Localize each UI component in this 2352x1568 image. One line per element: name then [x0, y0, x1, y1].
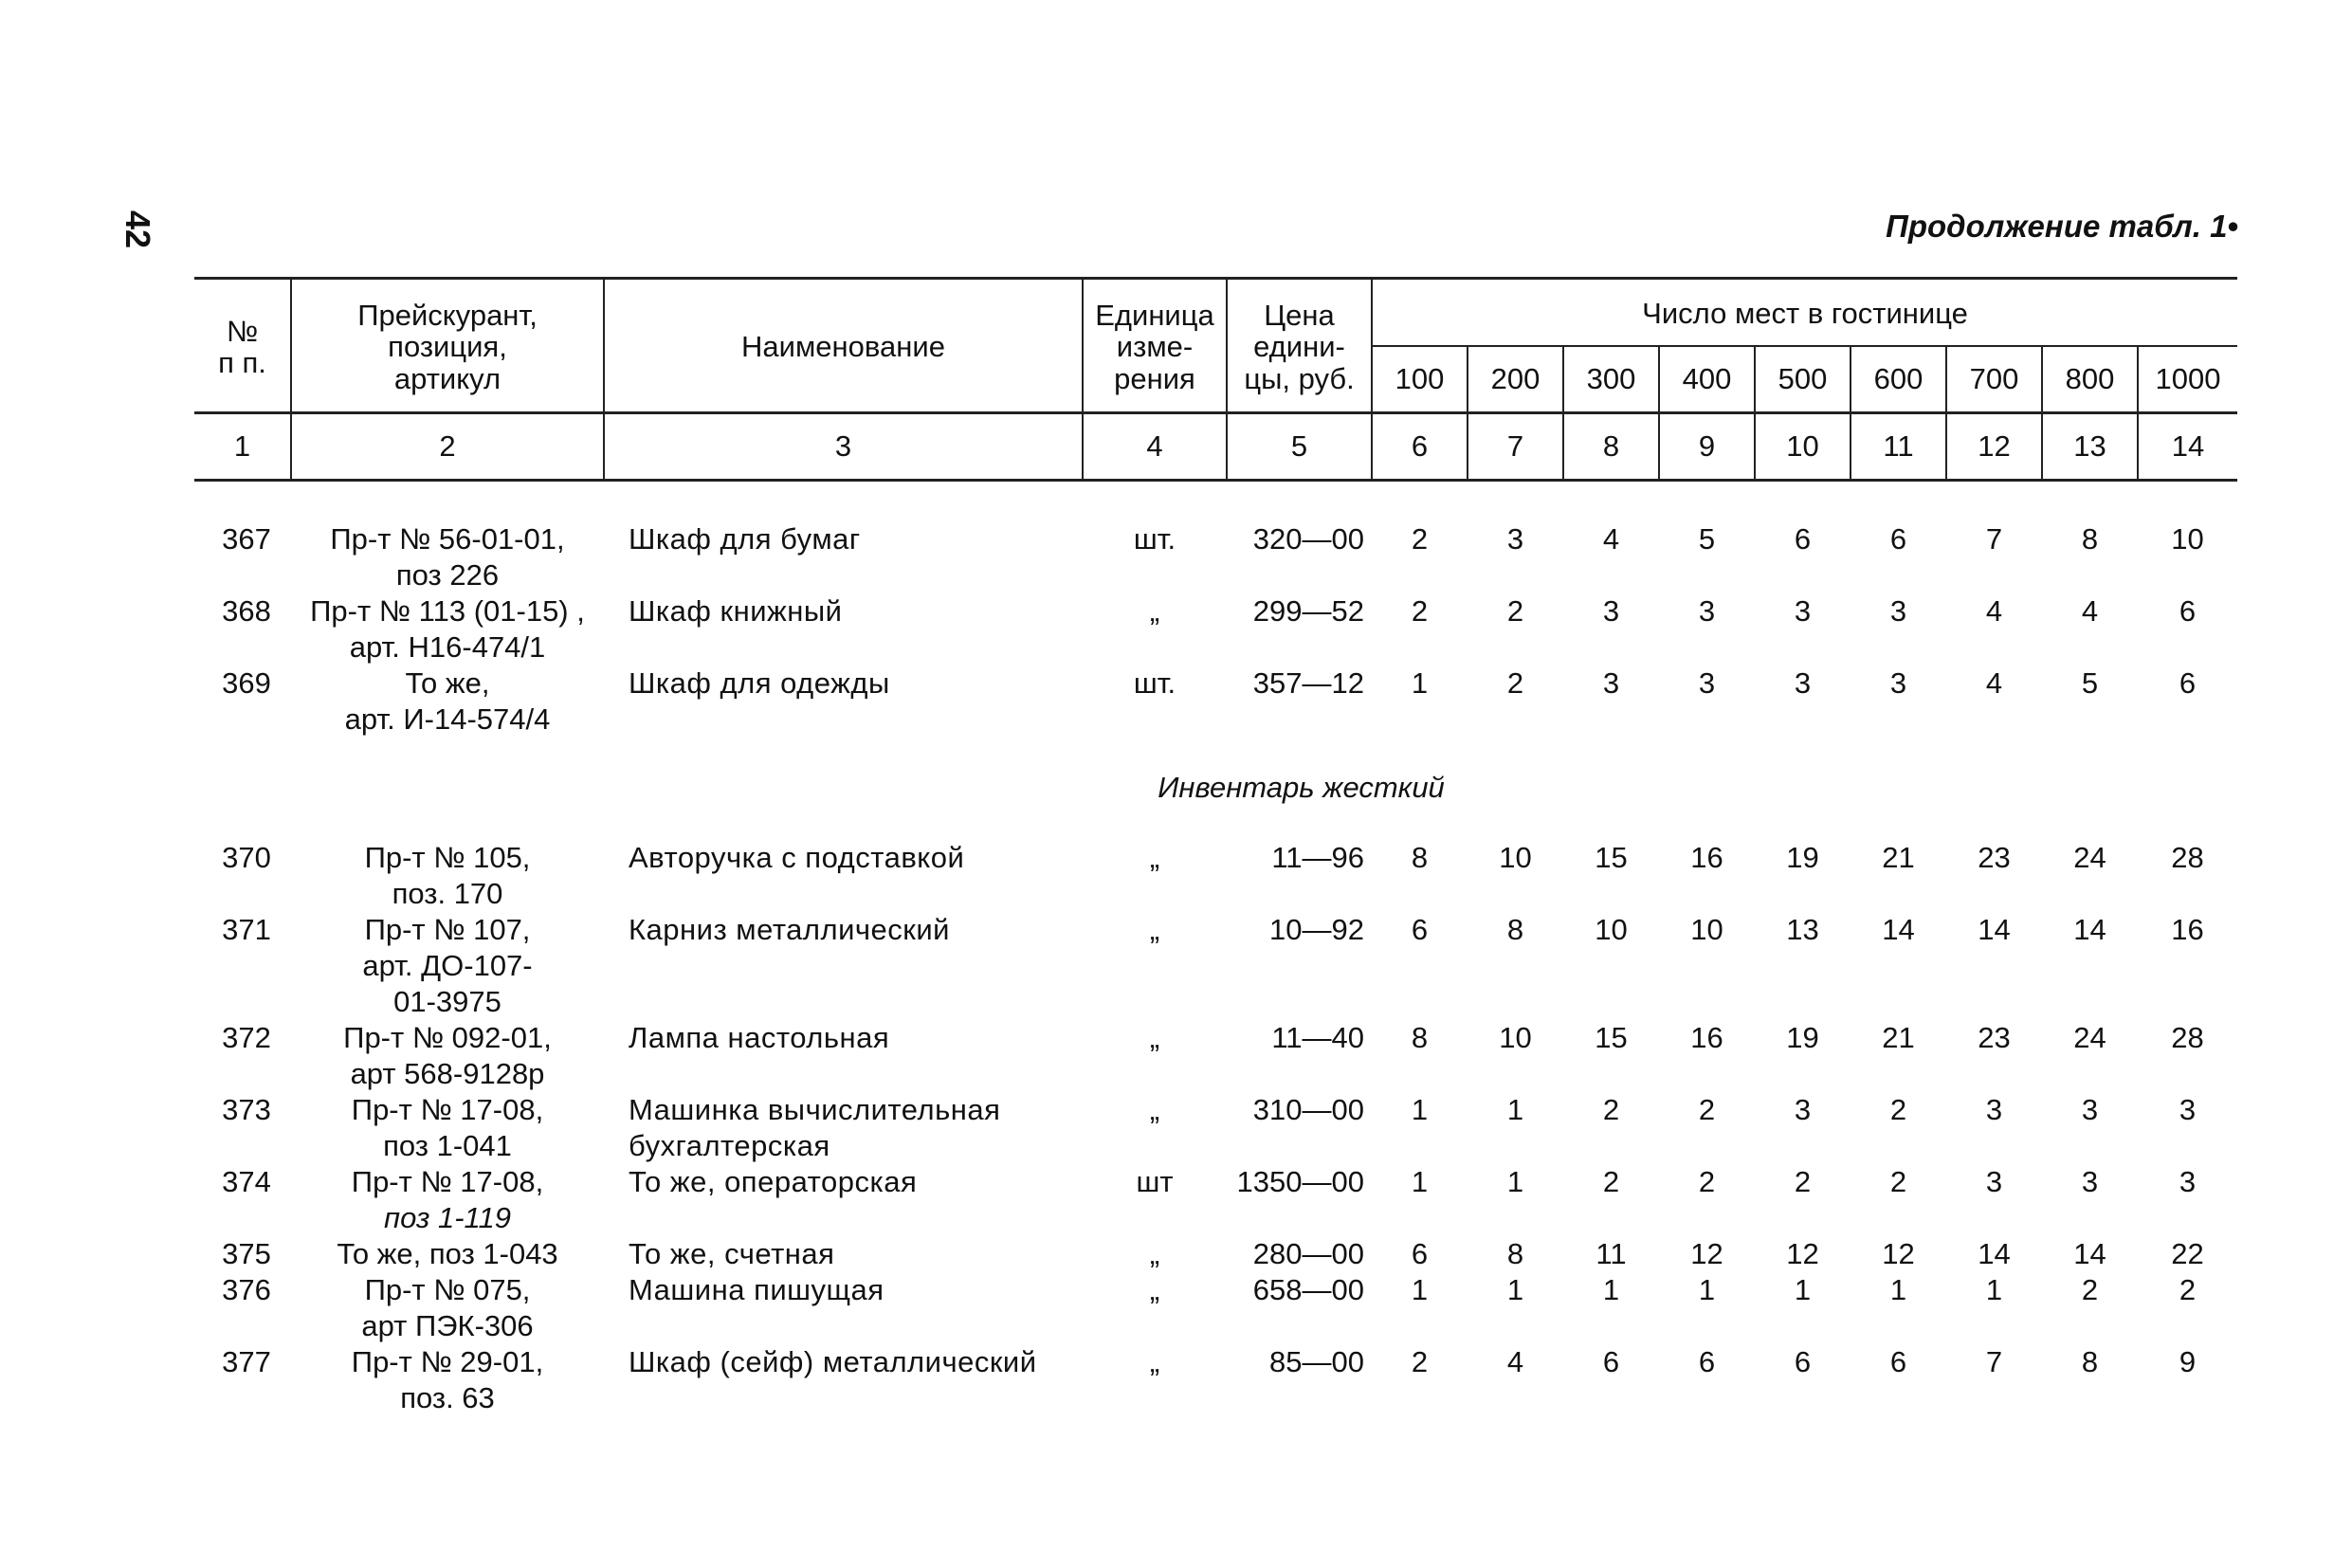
place-count-value: 1 [1411, 1273, 1429, 1306]
place-count-value: 3 [2081, 1093, 2099, 1126]
catalog-reference: Пр-т № 105, поз. 170 [364, 841, 531, 910]
place-count-value: 14 [1978, 1237, 2011, 1270]
place-count-value: 4 [1602, 522, 1620, 556]
item-name: Авторучка с подставкой [629, 841, 965, 874]
header-column-number: 8 [1563, 413, 1659, 481]
place-count-value: 10 [1595, 913, 1628, 946]
place-count-value: 7 [1985, 1345, 2003, 1378]
place-count-value: 3 [1985, 1165, 2003, 1198]
place-count-value: 2 [1602, 1093, 1620, 1126]
table-continuation-label: Продолжение табл. 1• [1886, 209, 2238, 244]
item-name: Шкаф (сейф) металлический [629, 1345, 1037, 1378]
place-count-value: 6 [1698, 1345, 1716, 1378]
place-count-value: 1 [1506, 1093, 1524, 1126]
header-place-count: 600 [1851, 346, 1946, 413]
place-count-value: 8 [1506, 913, 1524, 946]
place-count-value: 6 [1889, 522, 1907, 556]
item-price: 357—12 [1252, 666, 1364, 700]
table-row [194, 665, 2237, 738]
item-name: Лампа настольная [629, 1021, 890, 1054]
place-count-value: 1 [1411, 1165, 1429, 1198]
catalog-reference: Пр-т № 29-01, поз. 63 [351, 1345, 544, 1414]
item-price: 280—00 [1252, 1237, 1364, 1270]
item-unit: „ [1149, 1345, 1160, 1378]
place-count-value: 2 [1411, 1345, 1429, 1378]
place-count-value: 3 [1602, 666, 1620, 700]
place-count-value: 3 [1506, 522, 1524, 556]
place-count-value: 14 [2073, 913, 2106, 946]
header-price: Цена едини- цы, руб. [1227, 279, 1372, 413]
place-count-value: 1 [1889, 1273, 1907, 1306]
place-count-value: 12 [1786, 1237, 1819, 1270]
place-count-value: 2 [1411, 522, 1429, 556]
item-unit: шт [1136, 1165, 1174, 1198]
item-unit: „ [1149, 913, 1160, 946]
item-unit: „ [1149, 1273, 1160, 1306]
place-count-value: 15 [1595, 1021, 1628, 1054]
place-count-value: 1 [1985, 1273, 2003, 1306]
place-count-value: 4 [1506, 1345, 1524, 1378]
item-name: Карниз металлический [629, 913, 950, 946]
header-column-number: 9 [1659, 413, 1755, 481]
place-count-value: 8 [2081, 522, 2099, 556]
place-count-value: 16 [1690, 1021, 1723, 1054]
item-price: 11—96 [1271, 841, 1364, 874]
header-place-count: 700 [1946, 346, 2042, 413]
header-place-count: 1000 [2138, 346, 2237, 413]
header-place-count: 500 [1755, 346, 1851, 413]
header-column-number: 1 [194, 413, 291, 481]
place-count-value: 3 [2179, 1093, 2197, 1126]
item-name: Шкаф книжный [629, 594, 843, 628]
item-name: Машинка вычислительная бухгалтерская [629, 1093, 1001, 1162]
place-count-value: 6 [1794, 522, 1812, 556]
place-count-value: 2 [1411, 594, 1429, 628]
item-price: 85—00 [1269, 1345, 1364, 1378]
place-count-value: 6 [1602, 1345, 1620, 1378]
item-price: 658—00 [1252, 1273, 1364, 1306]
place-count-value: 4 [1985, 666, 2003, 700]
hotel-inventory-table [194, 277, 2237, 1416]
place-count-value: 2 [1698, 1165, 1716, 1198]
row-number: 371 [222, 913, 271, 946]
place-count-value: 3 [1698, 594, 1716, 628]
place-count-value: 3 [1794, 1093, 1812, 1126]
catalog-reference: Пр-т № 092-01, арт 568-9128р [343, 1021, 552, 1090]
place-count-value: 3 [2081, 1165, 2099, 1198]
item-unit: „ [1149, 1093, 1160, 1126]
place-count-value: 19 [1786, 1021, 1819, 1054]
header-column-number: 10 [1755, 413, 1851, 481]
place-count-value: 2 [1506, 594, 1524, 628]
place-count-value: 1 [1602, 1273, 1620, 1306]
place-count-value: 3 [1794, 594, 1812, 628]
place-count-value: 23 [1978, 1021, 2011, 1054]
header-column-number: 3 [604, 413, 1083, 481]
table-row [194, 1164, 2237, 1236]
place-count-value: 3 [1889, 594, 1907, 628]
table-row [194, 1344, 2237, 1416]
header-column-number: 2 [291, 413, 604, 481]
header-column-number: 11 [1851, 413, 1946, 481]
item-name: Шкаф для одежды [629, 666, 890, 700]
place-count-value: 9 [2179, 1345, 2197, 1378]
row-number: 367 [222, 522, 271, 556]
place-count-value: 8 [1506, 1237, 1524, 1270]
item-unit: „ [1149, 594, 1160, 628]
table-row [194, 1272, 2237, 1344]
place-count-value: 2 [2179, 1273, 2197, 1306]
table-row [194, 593, 2237, 665]
place-count-value: 3 [1889, 666, 1907, 700]
header-place-count: 800 [2042, 346, 2138, 413]
item-unit: „ [1149, 841, 1160, 874]
place-count-value: 4 [1985, 594, 2003, 628]
row-number: 370 [222, 841, 271, 874]
place-count-value: 8 [2081, 1345, 2099, 1378]
place-count-value: 10 [1499, 841, 1532, 874]
place-count-value: 1 [1698, 1273, 1716, 1306]
place-count-value: 2 [1889, 1093, 1907, 1126]
header-column-number: 14 [2138, 413, 2237, 481]
place-count-value: 2 [1602, 1165, 1620, 1198]
place-count-value: 1 [1411, 666, 1429, 700]
row-number: 375 [222, 1237, 271, 1270]
place-count-value: 10 [2171, 522, 2204, 556]
row-number: 369 [222, 666, 271, 700]
place-count-value: 4 [2081, 594, 2099, 628]
place-count-value: 3 [1794, 666, 1812, 700]
catalog-reference: То же, поз 1-043 [337, 1237, 558, 1270]
place-count-value: 16 [2171, 913, 2204, 946]
catalog-reference: Пр-т № 17-08, поз 1-119 [351, 1165, 544, 1234]
item-unit: шт. [1133, 522, 1176, 556]
header-column-number: 4 [1083, 413, 1227, 481]
item-price: 310—00 [1252, 1093, 1364, 1126]
place-count-value: 10 [1499, 1021, 1532, 1054]
place-count-value: 2 [2081, 1273, 2099, 1306]
item-price: 1350—00 [1236, 1165, 1364, 1198]
place-count-value: 6 [2179, 594, 2197, 628]
place-count-value: 16 [1690, 841, 1723, 874]
item-price: 320—00 [1252, 522, 1364, 556]
place-count-value: 1 [1506, 1273, 1524, 1306]
item-price: 299—52 [1252, 594, 1364, 628]
item-name: То же, операторская [629, 1165, 918, 1198]
place-count-value: 23 [1978, 841, 2011, 874]
place-count-value: 10 [1690, 913, 1723, 946]
place-count-value: 5 [1698, 522, 1716, 556]
row-number: 376 [222, 1273, 271, 1306]
header-unit: Единица изме- рения [1083, 279, 1227, 413]
place-count-value: 22 [2171, 1237, 2204, 1270]
section-title: Инвентарь жесткий [1158, 771, 1445, 804]
item-name: То же, счетная [629, 1237, 835, 1270]
place-count-value: 21 [1882, 1021, 1915, 1054]
row-number: 372 [222, 1021, 271, 1054]
catalog-reference: Пр-т № 56-01-01, поз 226 [330, 522, 565, 592]
table-row [194, 1092, 2237, 1164]
place-count-value: 14 [2073, 1237, 2106, 1270]
place-count-value: 12 [1882, 1237, 1915, 1270]
table-row [194, 1236, 2237, 1272]
header-places: Число мест в гостинице [1372, 279, 2237, 347]
place-count-value: 3 [1985, 1093, 2003, 1126]
table-row [194, 521, 2237, 593]
table-row [194, 912, 2237, 1020]
place-count-value: 28 [2171, 1021, 2204, 1054]
item-unit: шт. [1133, 666, 1176, 700]
place-count-value: 2 [1698, 1093, 1716, 1126]
item-unit: „ [1149, 1021, 1160, 1054]
place-count-value: 7 [1985, 522, 2003, 556]
place-count-value: 19 [1786, 841, 1819, 874]
header-name: Наименование [604, 279, 1083, 413]
place-count-value: 1 [1506, 1165, 1524, 1198]
row-number: 373 [222, 1093, 271, 1126]
place-count-value: 13 [1786, 913, 1819, 946]
place-count-value: 6 [2179, 666, 2197, 700]
place-count-value: 24 [2073, 1021, 2106, 1054]
place-count-value: 21 [1882, 841, 1915, 874]
catalog-reference: Пр-т № 075, арт ПЭК-306 [361, 1273, 534, 1342]
place-count-value: 12 [1690, 1237, 1723, 1270]
place-count-value: 6 [1794, 1345, 1812, 1378]
header-column-number: 12 [1946, 413, 2042, 481]
place-count-value: 2 [1889, 1165, 1907, 1198]
row-number: 374 [222, 1165, 271, 1198]
place-count-value: 24 [2073, 841, 2106, 874]
place-count-value: 14 [1978, 913, 2011, 946]
place-count-value: 15 [1595, 841, 1628, 874]
header-place-count: 400 [1659, 346, 1755, 413]
place-count-value: 3 [1602, 594, 1620, 628]
page-number: 42 [119, 210, 157, 249]
place-count-value: 3 [1698, 666, 1716, 700]
header-place-count: 100 [1372, 346, 1468, 413]
catalog-reference: Пр-т № 113 (01-15) , арт. Н16-474/1 [310, 594, 585, 664]
place-count-value: 1 [1411, 1093, 1429, 1126]
place-count-value: 3 [2179, 1165, 2197, 1198]
place-count-value: 28 [2171, 841, 2204, 874]
item-name: Шкаф для бумаг [629, 522, 861, 556]
item-price: 11—40 [1271, 1021, 1364, 1054]
row-number: 377 [222, 1345, 271, 1378]
catalog-reference: То же, арт. И-14-574/4 [344, 666, 551, 736]
header-column-number: 7 [1468, 413, 1563, 481]
catalog-reference: Пр-т № 17-08, поз 1-041 [351, 1093, 544, 1162]
item-unit: „ [1149, 1237, 1160, 1270]
header-catalog: Прейскурант, позиция, артикул [291, 279, 604, 413]
header-num: № п п. [194, 279, 291, 413]
place-count-value: 6 [1889, 1345, 1907, 1378]
header-place-count: 300 [1563, 346, 1659, 413]
place-count-value: 2 [1794, 1165, 1812, 1198]
table-row [194, 1020, 2237, 1092]
header-place-count: 200 [1468, 346, 1563, 413]
place-count-value: 5 [2081, 666, 2099, 700]
place-count-value: 1 [1794, 1273, 1812, 1306]
catalog-reference: Пр-т № 107, арт. ДО-107- 01-3975 [362, 913, 533, 1018]
header-column-number: 13 [2042, 413, 2138, 481]
place-count-value: 2 [1506, 666, 1524, 700]
place-count-value: 14 [1882, 913, 1915, 946]
table-row [194, 840, 2237, 912]
header-column-number: 6 [1372, 413, 1468, 481]
item-name: Машина пишущая [629, 1273, 884, 1306]
place-count-value: 11 [1595, 1237, 1627, 1270]
place-count-value: 8 [1411, 1021, 1429, 1054]
item-price: 10—92 [1269, 913, 1364, 946]
place-count-value: 6 [1411, 913, 1429, 946]
header-column-number: 5 [1227, 413, 1372, 481]
place-count-value: 8 [1411, 841, 1429, 874]
row-number: 368 [222, 594, 271, 628]
place-count-value: 6 [1411, 1237, 1429, 1270]
